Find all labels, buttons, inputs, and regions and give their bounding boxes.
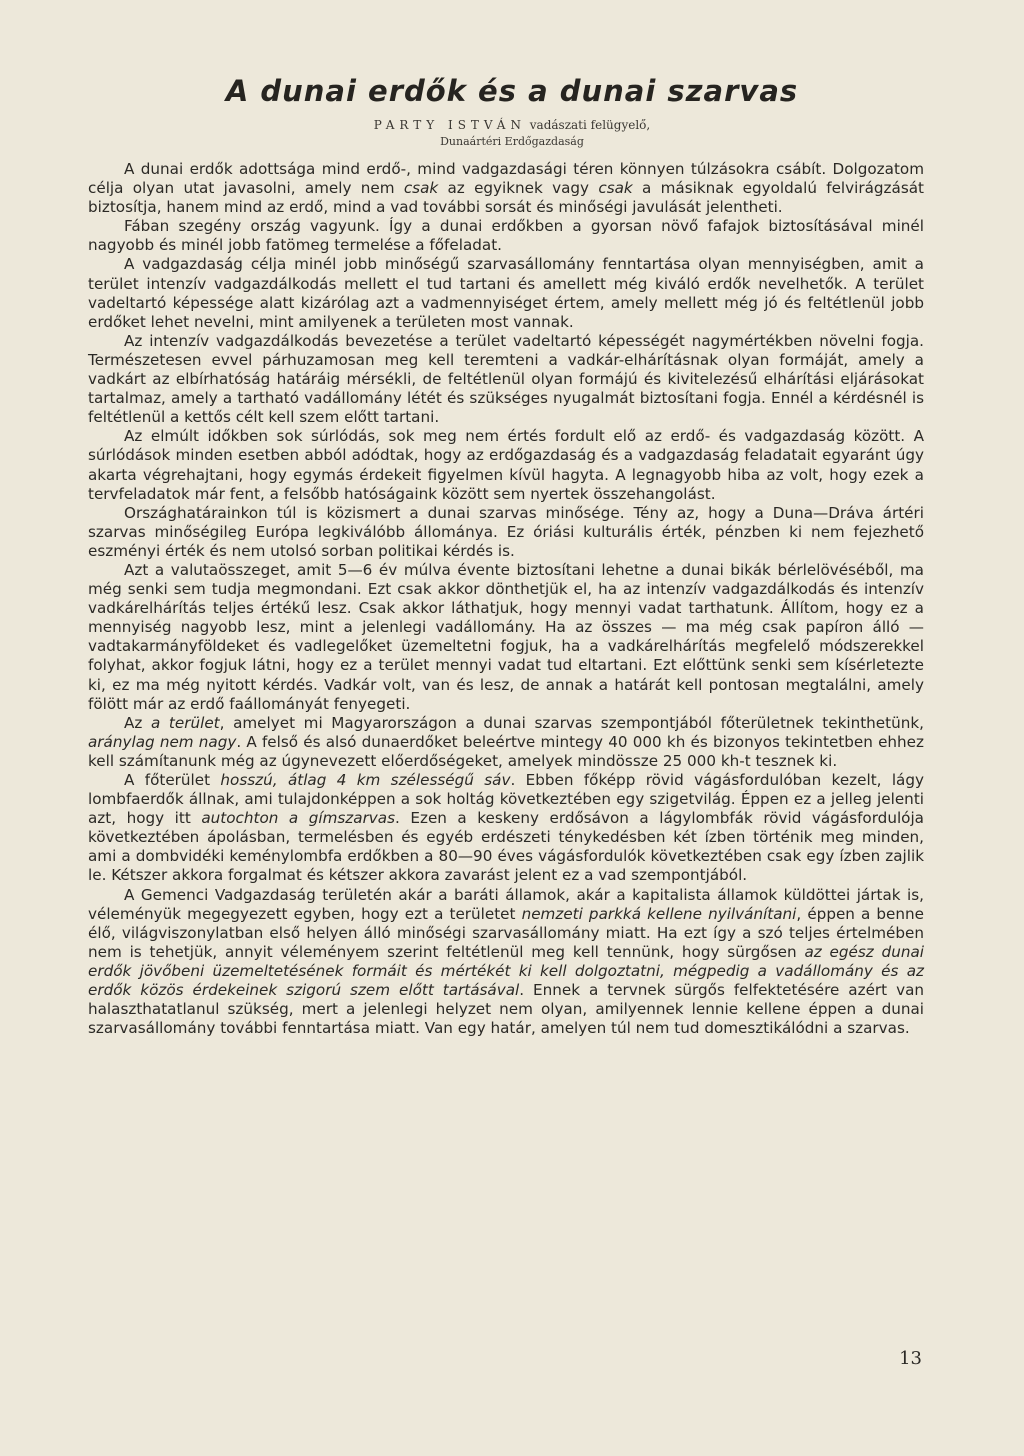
text-run: az egyiknek vagy <box>438 179 599 198</box>
text-run: . A felső és alsó dunaerdőket beleértve mintegy 40 000 kh és bizonyos tekintetben ehhez kell számítanunk még az úgynevezett előerdőségeket, amelyek mindössze 25 000 kh-t tesznek ki. <box>88 732 924 770</box>
body-paragraph <box>88 160 924 217</box>
text-run: Országhatárainkon túl is közismert a dunai szarvas minősége. Tény az, hogy a Duna—Dráva ártéri szarvas minőségileg Európa legkiválóbb állománya. Ez óriási kulturális érték, pénzben ki nem fejezhető eszményi érték és nem utolsó sorban politikai kérdés is. <box>88 503 924 560</box>
body-paragraph <box>88 427 924 503</box>
article-body <box>88 160 924 1038</box>
text-run: , éppen a benne élő, világviszonylatban első helyen álló minőségi szarvasállomány miatt. Ha ezt így a szó teljes értelmében nem is tehetjük, annyit véleményem szerint feltétlenül meg kell tennünk, hogy sürgősen <box>88 904 924 961</box>
body-paragraph <box>88 217 924 255</box>
body-paragraph <box>88 504 924 561</box>
italic-text: csak <box>598 179 633 198</box>
italic-text: az egész dunai erdők jövőbeni üzemeltetésének formáit és mértékét ki kell dolgoztatni, mégpedig a vadállomány és az erdők közös érdekeinek szigorú szem előtt tartásával <box>88 942 924 1000</box>
italic-text: csak <box>403 179 439 198</box>
italic-text: a terület <box>151 713 220 732</box>
body-paragraph <box>88 886 924 1039</box>
italic-text: autochton a gímszarvas <box>201 809 396 828</box>
author-affiliation: Dunaártéri Erdőgazdaság <box>440 135 584 148</box>
text-run: A dunai erdők adottsága mind erdő-, mind vadgazdasági téren könnyen túlzásokra csábít. Dolgozatom célja olyan utat javasolni, amely nem <box>88 160 924 198</box>
body-paragraph <box>88 714 924 771</box>
italic-text: hosszú, átlag 4 km szélességű sáv <box>220 771 511 789</box>
text-run: , amelyet mi Magyarországon a dunai szarvas szempontjából főterületnek tekinthetünk, <box>219 713 924 732</box>
body-paragraph <box>88 332 924 427</box>
text-run: A vadgazdaság célja minél jobb minőségű szarvasállomány fenntartása olyan mennyiségben, amit a terület intenzív vadgazdálkodás mellett el tud tartani és amellett még kiváló erdők nevelhetők. A terület vadeltartó képessége alatt kizárólag azt a vadmennyiséget értem, amely mellett még jó és feltétlenül jobb erdőket lehet nevelni, mint amilyenek a területen most vannak. <box>88 255 924 331</box>
body-paragraph <box>88 771 924 886</box>
text-run: Az elmúlt időkben sok súrlódás, sok meg nem értés fordult elő az erdő- és vadgazdaság között. A súrlódások minden esetben abból adódtak, hogy az erdőgazdaság és a vadgazdaság feladatait egyaránt úgy akarta végrehajtani, hogy egymás érdekeit figyelmen kívül hagyta. A legnagyobb hiba az volt, hogy ezek a tervfeladatok már fent, a felsőbb hatóságaink között sem nyertek összehangolást. <box>88 427 924 503</box>
text-run: . Ennek a tervnek sürgős felfektetésére azért van halaszthatatlanul szükség, mert a jelenlegi helyzet nem olyan, amilyennek lennie kellene éppen a dunai szarvasállomány további fenntartása miatt. Van egy határ, amelyen túl nem tud domesztikálódni a szarvas. <box>88 981 924 1038</box>
body-paragraph <box>88 255 924 331</box>
article-title: A dunai erdők és a dunai szarvas <box>225 74 799 108</box>
text-run: A főterület <box>124 771 221 789</box>
italic-text: aránylag nem nagy <box>88 732 237 751</box>
author-role: vadászati felügyelő, <box>529 118 651 132</box>
italic-text: nemzeti parkká kellene nyilvánítani <box>521 904 797 923</box>
author-name: PARTY ISTVÁN <box>373 118 526 132</box>
body-paragraph <box>88 561 924 714</box>
text-run: Fában szegény ország vagyunk. Így a dunai erdőkben a gyorsan növő fafajok biztosításával minél nagyobb és minél jobb fatömeg termelése a főfeladat. <box>88 217 924 255</box>
page-number: 13 <box>899 1348 922 1369</box>
article-byline <box>0 118 1024 132</box>
text-run: . Ezen a keskeny erdősávon a lágylombfák rövid vágásfordulója következtében ápolásban, termelésben és egyéb erdészeti ténykedésben két ízben történik meg minden, ami a dombvidéki keménylombfa erdőkben a 80—90 éves vágásfordulók következtében csak egy ízben zajlik le. Kétszer akkora forgalmat és kétszer akkora zavarást jelent ez a vad szempontjából. <box>88 809 924 885</box>
text-run: a másiknak egyoldalú felvirágzását biztosítja, hanem mind az erdő, mind a vad további sorsát és minőségi javulását jelentheti. <box>88 179 925 217</box>
text-run: Az <box>124 713 151 732</box>
text-run: A Gemenci Vadgazdaság területén akár a baráti államok, akár a kapitalista államok küldöttei jártak is, véleményük megegyezett egyben, hogy ezt a területet <box>88 885 924 923</box>
text-run: Azt a valutaösszeget, amit 5—6 év múlva évente biztosítani lehetne a dunai bikák bérlelövéséből, ma még senki sem tudja megmondani. Ezt csak akkor dönthetjük el, ha az intenzív vadgazdálkodás és intenzív vadkárelhárítás teljes értékű lesz. Csak akkor láthatjuk, hogy mennyi vadat tarthatunk. Állítom, hogy ez a mennyiség nagyobb lesz, mint a jelenlegi vadállomány. Ha az összes — ma még csak papíron álló — vadtakarmányföldeket és vadlegelőket üzemeltetni fogjuk, ha a vadkárelhárítás megfelelő módszerekkel folyhat, akkor fogjuk látni, hogy ez a terület mennyi vadat tud eltartani. Ezt előttünk senki sem kísérletezte ki, ez ma még nyitott kérdés. Vadkár volt, van és lesz, de annak a határát kell pontosan megtalálni, amely fölött már az erdő faállományát fenyegeti. <box>88 560 924 713</box>
text-run: Az intenzív vadgazdálkodás bevezetése a terület vadeltartó képességét nagymértékben növelni fogja. Természetesen evvel párhuzamosan meg kell teremteni a vadkár-elhárításnak olyan formáját, amely a vadkárt az elbírhatóság határáig mérsékli, de feltétlenül olyan formájú és kivitelezésű elhárítási eljárásokat tartalmaz, amely a tartható vadállomány létét és szükséges nyugalmát biztosítani fogja. Ennél a kérdésnél is feltétlenül a kettős célt kell szem előtt tartani. <box>88 331 924 427</box>
text-run: . Ebben főképp rövid vágásfordulóban kezelt, lágy lombfaerdők állnak, ami tulajdonképpen a sok holtág következtében egy szigetvilág. Éppen ez a jelleg jelenti azt, hogy itt <box>88 771 924 828</box>
